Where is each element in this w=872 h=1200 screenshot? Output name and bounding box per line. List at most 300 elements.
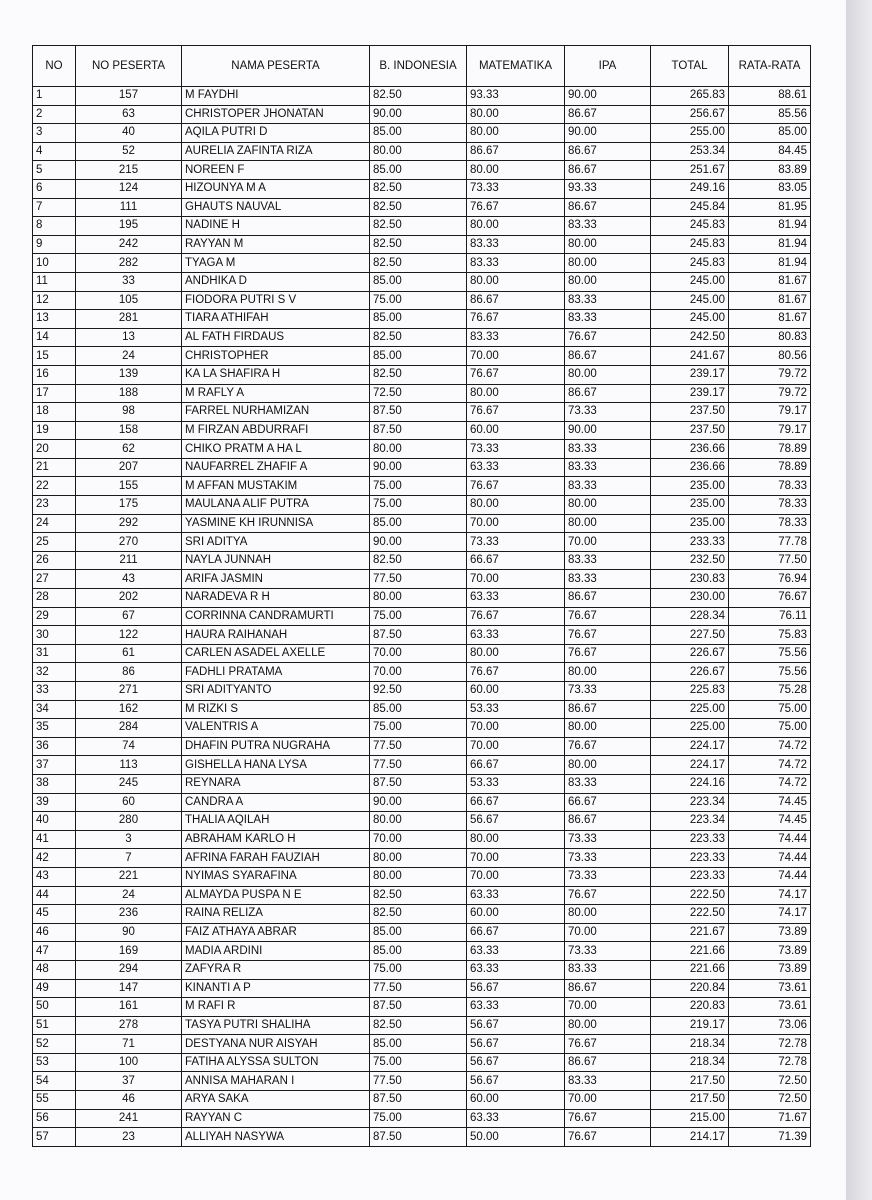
table-row <box>33 923 811 942</box>
row-total: 237.50 <box>651 421 729 440</box>
row-no: 24 <box>33 514 76 533</box>
table-row <box>33 365 811 384</box>
table-row <box>33 1091 811 1110</box>
row-rata-rata: 81.67 <box>729 310 811 329</box>
row-total: 239.17 <box>651 384 729 403</box>
row-nama-peserta: DHAFIN PUTRA NUGRAHA <box>182 737 370 756</box>
row-total: 225.83 <box>651 682 729 701</box>
row-no-peserta: 124 <box>76 179 182 198</box>
scan-edge <box>846 0 872 1200</box>
row-matematika: 63.33 <box>467 886 565 905</box>
table-row <box>33 793 811 812</box>
row-rata-rata: 73.89 <box>729 923 811 942</box>
results-table <box>32 45 811 1147</box>
row-rata-rata: 75.00 <box>729 719 811 738</box>
row-nama-peserta: KINANTI A P <box>182 979 370 998</box>
row-matematika: 80.00 <box>467 830 565 849</box>
row-no: 38 <box>33 774 76 793</box>
row-b-indonesia: 72.50 <box>370 384 467 403</box>
row-total: 218.34 <box>651 1053 729 1072</box>
row-rata-rata: 73.89 <box>729 960 811 979</box>
table-row <box>33 830 811 849</box>
row-total: 235.00 <box>651 477 729 496</box>
row-b-indonesia: 70.00 <box>370 830 467 849</box>
row-rata-rata: 79.17 <box>729 421 811 440</box>
row-no: 55 <box>33 1091 76 1110</box>
row-rata-rata: 72.78 <box>729 1035 811 1054</box>
row-no: 49 <box>33 979 76 998</box>
row-rata-rata: 73.61 <box>729 979 811 998</box>
table-row <box>33 644 811 663</box>
row-matematika: 56.67 <box>467 979 565 998</box>
row-no-peserta: 60 <box>76 793 182 812</box>
row-rata-rata: 88.61 <box>729 87 811 106</box>
table-row <box>33 886 811 905</box>
row-matematika: 76.67 <box>467 310 565 329</box>
row-b-indonesia: 90.00 <box>370 793 467 812</box>
row-total: 222.50 <box>651 886 729 905</box>
row-nama-peserta: M FAYDHI <box>182 87 370 106</box>
row-ipa: 86.67 <box>565 105 651 124</box>
row-no: 48 <box>33 960 76 979</box>
row-no-peserta: 23 <box>76 1128 182 1147</box>
row-ipa: 80.00 <box>565 663 651 682</box>
row-no-peserta: 188 <box>76 384 182 403</box>
row-ipa: 80.00 <box>565 719 651 738</box>
row-ipa: 86.67 <box>565 198 651 217</box>
row-b-indonesia: 85.00 <box>370 514 467 533</box>
row-rata-rata: 76.67 <box>729 589 811 608</box>
row-ipa: 70.00 <box>565 923 651 942</box>
row-matematika: 70.00 <box>467 867 565 886</box>
table-row <box>33 719 811 738</box>
row-rata-rata: 74.44 <box>729 830 811 849</box>
row-matematika: 73.33 <box>467 179 565 198</box>
row-b-indonesia: 75.00 <box>370 960 467 979</box>
row-no-peserta: 139 <box>76 365 182 384</box>
row-b-indonesia: 75.00 <box>370 1109 467 1128</box>
row-rata-rata: 81.94 <box>729 217 811 236</box>
table-row <box>33 998 811 1017</box>
row-total: 220.84 <box>651 979 729 998</box>
row-b-indonesia: 85.00 <box>370 161 467 180</box>
row-nama-peserta: AQILA PUTRI D <box>182 124 370 143</box>
row-no: 52 <box>33 1035 76 1054</box>
row-no: 39 <box>33 793 76 812</box>
row-total: 223.33 <box>651 867 729 886</box>
row-rata-rata: 74.44 <box>729 867 811 886</box>
row-matematika: 60.00 <box>467 421 565 440</box>
table-row <box>33 756 811 775</box>
row-total: 245.83 <box>651 217 729 236</box>
row-total: 241.67 <box>651 347 729 366</box>
row-total: 232.50 <box>651 551 729 570</box>
row-total: 221.66 <box>651 960 729 979</box>
row-no-peserta: 284 <box>76 719 182 738</box>
row-nama-peserta: NAYLA JUNNAH <box>182 551 370 570</box>
row-nama-peserta: ANNISA MAHARAN I <box>182 1072 370 1091</box>
row-ipa: 76.67 <box>565 1035 651 1054</box>
row-nama-peserta: ZAFYRA R <box>182 960 370 979</box>
row-b-indonesia: 87.50 <box>370 421 467 440</box>
row-nama-peserta: FAIZ ATHAYA ABRAR <box>182 923 370 942</box>
row-rata-rata: 81.67 <box>729 291 811 310</box>
row-no: 35 <box>33 719 76 738</box>
row-no-peserta: 292 <box>76 514 182 533</box>
table-row <box>33 198 811 217</box>
row-total: 226.67 <box>651 663 729 682</box>
row-matematika: 80.00 <box>467 161 565 180</box>
row-ipa: 80.00 <box>565 235 651 254</box>
table-row <box>33 570 811 589</box>
header-matematika: MATEMATIKA <box>467 46 565 87</box>
row-matematika: 93.33 <box>467 87 565 106</box>
row-matematika: 63.33 <box>467 626 565 645</box>
row-rata-rata: 81.94 <box>729 254 811 273</box>
row-rata-rata: 76.11 <box>729 607 811 626</box>
row-no-peserta: 270 <box>76 533 182 552</box>
row-ipa: 80.00 <box>565 254 651 273</box>
row-b-indonesia: 77.50 <box>370 756 467 775</box>
row-ipa: 83.33 <box>565 774 651 793</box>
row-no-peserta: 294 <box>76 960 182 979</box>
row-matematika: 70.00 <box>467 570 565 589</box>
table-row <box>33 867 811 886</box>
row-total: 235.00 <box>651 496 729 515</box>
row-nama-peserta: ALMAYDA PUSPA N E <box>182 886 370 905</box>
row-no-peserta: 278 <box>76 1016 182 1035</box>
row-total: 233.33 <box>651 533 729 552</box>
row-matematika: 76.67 <box>467 198 565 217</box>
row-rata-rata: 83.05 <box>729 179 811 198</box>
row-total: 245.00 <box>651 291 729 310</box>
row-b-indonesia: 82.50 <box>370 886 467 905</box>
table-row <box>33 774 811 793</box>
table-row <box>33 700 811 719</box>
table-row <box>33 682 811 701</box>
row-no: 18 <box>33 403 76 422</box>
row-no-peserta: 158 <box>76 421 182 440</box>
row-matematika: 56.67 <box>467 812 565 831</box>
row-rata-rata: 71.39 <box>729 1128 811 1147</box>
row-nama-peserta: ANDHIKA D <box>182 272 370 291</box>
row-rata-rata: 74.72 <box>729 737 811 756</box>
row-no-peserta: 40 <box>76 124 182 143</box>
row-matematika: 70.00 <box>467 719 565 738</box>
row-no: 21 <box>33 458 76 477</box>
row-ipa: 80.00 <box>565 365 651 384</box>
row-b-indonesia: 85.00 <box>370 272 467 291</box>
table-row <box>33 421 811 440</box>
row-b-indonesia: 82.50 <box>370 551 467 570</box>
row-no-peserta: 241 <box>76 1109 182 1128</box>
table-row <box>33 440 811 459</box>
row-matematika: 70.00 <box>467 849 565 868</box>
row-ipa: 83.33 <box>565 458 651 477</box>
row-ipa: 86.67 <box>565 979 651 998</box>
row-ipa: 93.33 <box>565 179 651 198</box>
row-ipa: 76.67 <box>565 626 651 645</box>
header-nama-peserta: NAMA PESERTA <box>182 46 370 87</box>
row-no: 53 <box>33 1053 76 1072</box>
row-total: 223.33 <box>651 830 729 849</box>
row-matematika: 86.67 <box>467 291 565 310</box>
row-no-peserta: 3 <box>76 830 182 849</box>
row-no: 43 <box>33 867 76 886</box>
row-rata-rata: 74.72 <box>729 756 811 775</box>
row-ipa: 83.33 <box>565 310 651 329</box>
row-ipa: 66.67 <box>565 793 651 812</box>
row-ipa: 86.67 <box>565 589 651 608</box>
row-rata-rata: 74.45 <box>729 793 811 812</box>
row-ipa: 73.33 <box>565 942 651 961</box>
row-matematika: 76.67 <box>467 365 565 384</box>
row-matematika: 76.67 <box>467 403 565 422</box>
table-row <box>33 458 811 477</box>
row-b-indonesia: 75.00 <box>370 477 467 496</box>
row-nama-peserta: ARYA SAKA <box>182 1091 370 1110</box>
row-nama-peserta: REYNARA <box>182 774 370 793</box>
row-nama-peserta: HAURA RAIHANAH <box>182 626 370 645</box>
row-no: 44 <box>33 886 76 905</box>
row-no-peserta: 242 <box>76 235 182 254</box>
row-no-peserta: 271 <box>76 682 182 701</box>
row-matematika: 63.33 <box>467 998 565 1017</box>
row-ipa: 76.67 <box>565 644 651 663</box>
row-nama-peserta: DESTYANA NUR AISYAH <box>182 1035 370 1054</box>
row-nama-peserta: CHRISTOPHER <box>182 347 370 366</box>
row-b-indonesia: 77.50 <box>370 1072 467 1091</box>
row-rata-rata: 80.56 <box>729 347 811 366</box>
row-no-peserta: 221 <box>76 867 182 886</box>
row-ipa: 83.33 <box>565 217 651 236</box>
row-matematika: 50.00 <box>467 1128 565 1147</box>
row-total: 218.34 <box>651 1035 729 1054</box>
row-rata-rata: 83.89 <box>729 161 811 180</box>
row-no-peserta: 122 <box>76 626 182 645</box>
table-row <box>33 328 811 347</box>
row-b-indonesia: 75.00 <box>370 496 467 515</box>
row-ipa: 83.33 <box>565 570 651 589</box>
row-ipa: 70.00 <box>565 533 651 552</box>
header-rata-rata: RATA-RATA <box>729 46 811 87</box>
row-ipa: 86.67 <box>565 347 651 366</box>
row-nama-peserta: NOREEN F <box>182 161 370 180</box>
row-no: 1 <box>33 87 76 106</box>
row-no-peserta: 155 <box>76 477 182 496</box>
row-matematika: 63.33 <box>467 960 565 979</box>
row-nama-peserta: GISHELLA HANA LYSA <box>182 756 370 775</box>
row-rata-rata: 77.78 <box>729 533 811 552</box>
row-total: 253.34 <box>651 142 729 161</box>
row-rata-rata: 78.89 <box>729 440 811 459</box>
row-ipa: 90.00 <box>565 124 651 143</box>
row-matematika: 63.33 <box>467 1109 565 1128</box>
row-nama-peserta: SRI ADITYA <box>182 533 370 552</box>
table-row <box>33 1072 811 1091</box>
row-nama-peserta: MADIA ARDINI <box>182 942 370 961</box>
row-matematika: 66.67 <box>467 756 565 775</box>
row-b-indonesia: 82.50 <box>370 179 467 198</box>
table-row <box>33 905 811 924</box>
row-no-peserta: 7 <box>76 849 182 868</box>
table-row <box>33 142 811 161</box>
row-total: 237.50 <box>651 403 729 422</box>
row-rata-rata: 84.45 <box>729 142 811 161</box>
row-total: 255.00 <box>651 124 729 143</box>
table-row <box>33 737 811 756</box>
row-no: 31 <box>33 644 76 663</box>
row-no: 25 <box>33 533 76 552</box>
row-total: 245.00 <box>651 272 729 291</box>
row-b-indonesia: 80.00 <box>370 142 467 161</box>
row-no: 28 <box>33 589 76 608</box>
row-rata-rata: 74.45 <box>729 812 811 831</box>
row-ipa: 70.00 <box>565 1091 651 1110</box>
header-total: TOTAL <box>651 46 729 87</box>
row-no-peserta: 90 <box>76 923 182 942</box>
row-nama-peserta: ARIFA JASMIN <box>182 570 370 589</box>
row-total: 245.83 <box>651 235 729 254</box>
row-no-peserta: 43 <box>76 570 182 589</box>
row-matematika: 83.33 <box>467 328 565 347</box>
row-b-indonesia: 90.00 <box>370 105 467 124</box>
row-matematika: 60.00 <box>467 682 565 701</box>
row-total: 249.16 <box>651 179 729 198</box>
row-no-peserta: 33 <box>76 272 182 291</box>
row-nama-peserta: FARREL NURHAMIZAN <box>182 403 370 422</box>
row-ipa: 76.67 <box>565 607 651 626</box>
row-no: 54 <box>33 1072 76 1091</box>
row-total: 221.66 <box>651 942 729 961</box>
row-nama-peserta: M AFFAN MUSTAKIM <box>182 477 370 496</box>
row-ipa: 86.67 <box>565 1053 651 1072</box>
row-rata-rata: 72.50 <box>729 1072 811 1091</box>
row-nama-peserta: TASYA PUTRI SHALIHA <box>182 1016 370 1035</box>
row-no: 46 <box>33 923 76 942</box>
row-total: 223.34 <box>651 812 729 831</box>
row-nama-peserta: M FIRZAN ABDURRAFI <box>182 421 370 440</box>
table-row <box>33 217 811 236</box>
table-row <box>33 626 811 645</box>
row-no: 36 <box>33 737 76 756</box>
row-no: 19 <box>33 421 76 440</box>
row-nama-peserta: M RAFI R <box>182 998 370 1017</box>
row-nama-peserta: NYIMAS SYARAFINA <box>182 867 370 886</box>
row-matematika: 73.33 <box>467 440 565 459</box>
row-ipa: 76.67 <box>565 1128 651 1147</box>
table-row <box>33 1053 811 1072</box>
row-rata-rata: 73.61 <box>729 998 811 1017</box>
row-ipa: 80.00 <box>565 514 651 533</box>
table-row <box>33 87 811 106</box>
row-nama-peserta: CANDRA A <box>182 793 370 812</box>
table-row <box>33 235 811 254</box>
row-nama-peserta: M RIZKI S <box>182 700 370 719</box>
row-ipa: 80.00 <box>565 496 651 515</box>
row-matematika: 83.33 <box>467 235 565 254</box>
row-rata-rata: 81.95 <box>729 198 811 217</box>
table-row <box>33 663 811 682</box>
table-row <box>33 254 811 273</box>
row-no: 34 <box>33 700 76 719</box>
row-total: 242.50 <box>651 328 729 347</box>
row-b-indonesia: 82.50 <box>370 328 467 347</box>
row-total: 223.34 <box>651 793 729 812</box>
row-ipa: 73.33 <box>565 830 651 849</box>
row-total: 225.00 <box>651 700 729 719</box>
row-nama-peserta: RAINA RELIZA <box>182 905 370 924</box>
row-matematika: 66.67 <box>467 793 565 812</box>
row-matematika: 63.33 <box>467 458 565 477</box>
row-matematika: 76.67 <box>467 663 565 682</box>
row-b-indonesia: 82.50 <box>370 905 467 924</box>
row-matematika: 80.00 <box>467 272 565 291</box>
row-no-peserta: 162 <box>76 700 182 719</box>
row-b-indonesia: 70.00 <box>370 663 467 682</box>
row-b-indonesia: 90.00 <box>370 458 467 477</box>
row-nama-peserta: NARADEVA R H <box>182 589 370 608</box>
header-b-indonesia: B. INDONESIA <box>370 46 467 87</box>
table-row <box>33 589 811 608</box>
row-b-indonesia: 85.00 <box>370 347 467 366</box>
table-row <box>33 403 811 422</box>
row-total: 230.00 <box>651 589 729 608</box>
row-rata-rata: 71.67 <box>729 1109 811 1128</box>
table-row <box>33 1128 811 1147</box>
row-nama-peserta: MAULANA ALIF PUTRA <box>182 496 370 515</box>
row-nama-peserta: AURELIA ZAFINTA RIZA <box>182 142 370 161</box>
row-total: 222.50 <box>651 905 729 924</box>
row-nama-peserta: TYAGA M <box>182 254 370 273</box>
row-b-indonesia: 82.50 <box>370 254 467 273</box>
row-matematika: 80.00 <box>467 124 565 143</box>
table-row <box>33 551 811 570</box>
row-no-peserta: 207 <box>76 458 182 477</box>
row-rata-rata: 76.94 <box>729 570 811 589</box>
row-b-indonesia: 77.50 <box>370 737 467 756</box>
row-nama-peserta: ALLIYAH NASYWA <box>182 1128 370 1147</box>
row-no: 20 <box>33 440 76 459</box>
row-no-peserta: 236 <box>76 905 182 924</box>
row-nama-peserta: GHAUTS NAUVAL <box>182 198 370 217</box>
row-matematika: 73.33 <box>467 533 565 552</box>
row-b-indonesia: 87.50 <box>370 403 467 422</box>
row-nama-peserta: SRI ADITYANTO <box>182 682 370 701</box>
row-b-indonesia: 87.50 <box>370 774 467 793</box>
row-b-indonesia: 80.00 <box>370 440 467 459</box>
row-no-peserta: 211 <box>76 551 182 570</box>
row-rata-rata: 78.89 <box>729 458 811 477</box>
row-no-peserta: 37 <box>76 1072 182 1091</box>
row-total: 224.17 <box>651 756 729 775</box>
row-b-indonesia: 75.00 <box>370 607 467 626</box>
row-b-indonesia: 82.50 <box>370 365 467 384</box>
row-b-indonesia: 82.50 <box>370 1016 467 1035</box>
row-rata-rata: 80.83 <box>729 328 811 347</box>
row-matematika: 56.67 <box>467 1072 565 1091</box>
row-no-peserta: 282 <box>76 254 182 273</box>
row-nama-peserta: KA LA SHAFIRA H <box>182 365 370 384</box>
row-matematika: 80.00 <box>467 496 565 515</box>
row-rata-rata: 78.33 <box>729 496 811 515</box>
row-b-indonesia: 82.50 <box>370 87 467 106</box>
row-rata-rata: 72.78 <box>729 1053 811 1072</box>
row-ipa: 83.33 <box>565 960 651 979</box>
row-total: 239.17 <box>651 365 729 384</box>
row-no: 50 <box>33 998 76 1017</box>
row-ipa: 86.67 <box>565 812 651 831</box>
